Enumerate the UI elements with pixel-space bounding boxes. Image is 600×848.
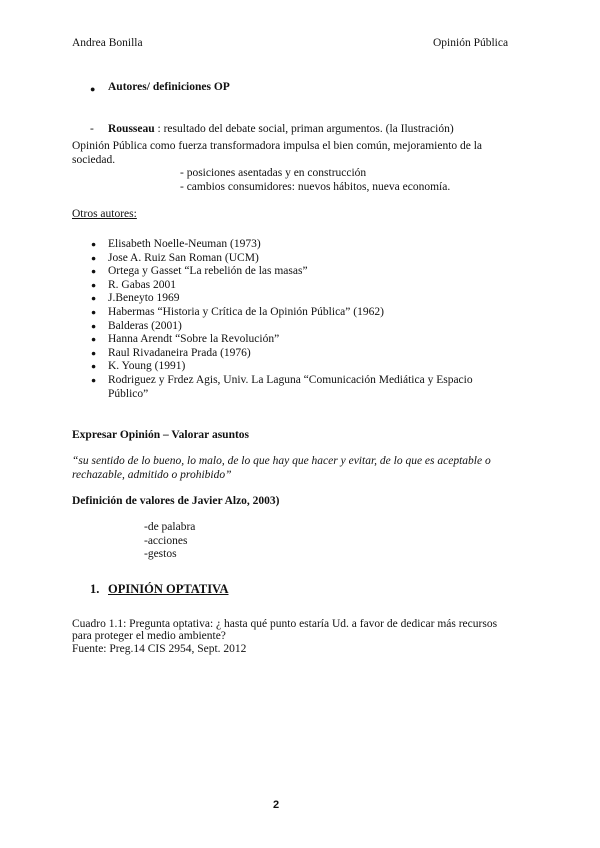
page-number: 2 [273,799,280,811]
header-author: Andrea Bonilla [72,37,143,49]
definicion-heading: Definición de valores de Javier Alzo, 2003) [72,495,280,507]
list-item: ● Balderas (2001) [91,320,473,334]
list-item: ● K. Young (1991) [91,360,473,374]
rousseau-name: Rousseau [108,123,155,135]
paragraph-item2: - cambios consumidores: nuevos hábitos, nueva economía. [180,181,451,193]
section1-number: 1. [90,582,100,596]
cuadro-line2: para proteger el medio ambiente? [72,630,226,642]
rousseau-dash: - [90,123,94,135]
otros-autores-list [91,238,473,388]
list-item: ● Ortega y Gasset “La rebelión de las masas” [91,265,473,279]
list-item: ● Rodriguez y Frdez Agis, Univ. La Laguna “Comunicación Mediática y Espacio [91,374,473,388]
list-item: ● Jose A. Ruiz San Roman (UCM) [91,252,473,266]
section-autores-heading: Autores/ definiciones OP [108,81,230,93]
rousseau-line [108,123,454,136]
paragraph-item1: - posiciones asentadas y en construcción [180,167,367,179]
expresar-heading: Expresar Opinión – Valorar asuntos [72,429,250,441]
list-item: ● R. Gabas 2001 [91,279,473,293]
cuadro-source: Fuente: Preg.14 CIS 2954, Sept. 2012 [72,643,247,655]
value-item: -de palabra [144,521,196,533]
value-item: -acciones [144,534,188,547]
list-item: ● Habermas “Historia y Crítica de la Opinión Pública” (1962) [91,306,473,320]
paragraph-line1: Opinión Pública como fuerza transformadora impulsa el bien común, mejoramiento de la [72,140,483,152]
definicion-values [144,521,195,562]
list-item: ● Raul Rivadaneira Prada (1976) [91,347,473,361]
header-subject: Opinión Pública [433,37,509,49]
section1-title: OPINIÓN OPTATIVA [108,582,229,596]
bullet-icon: ● [90,84,96,94]
expresar-quote-line1: “su sentido de lo bueno, lo malo, de lo que hay que hacer y evitar, de lo que es aceptable o [72,455,491,467]
rousseau-text: : resultado del debate social, priman argumentos. (la Ilustración) [154,123,454,135]
list-item: ● Elisabeth Noelle-Neuman (1973) [91,238,473,252]
list-item: ● J.Beneyto 1969 [91,292,473,306]
cuadro-line1: Cuadro 1.1: Pregunta optativa: ¿ hasta qué punto estaría Ud. a favor de dedicar más recursos [72,618,498,630]
list-item: ● Hanna Arendt “Sobre la Revolución” [91,333,473,347]
expresar-quote-line2: rechazable, admitido o prohibido” [72,469,232,481]
otros-autores-title: Otros autores: [72,208,137,220]
list-item-continuation: Público” [108,388,149,400]
paragraph-line2: sociedad. [72,154,116,166]
value-item: -gestos [144,548,177,560]
